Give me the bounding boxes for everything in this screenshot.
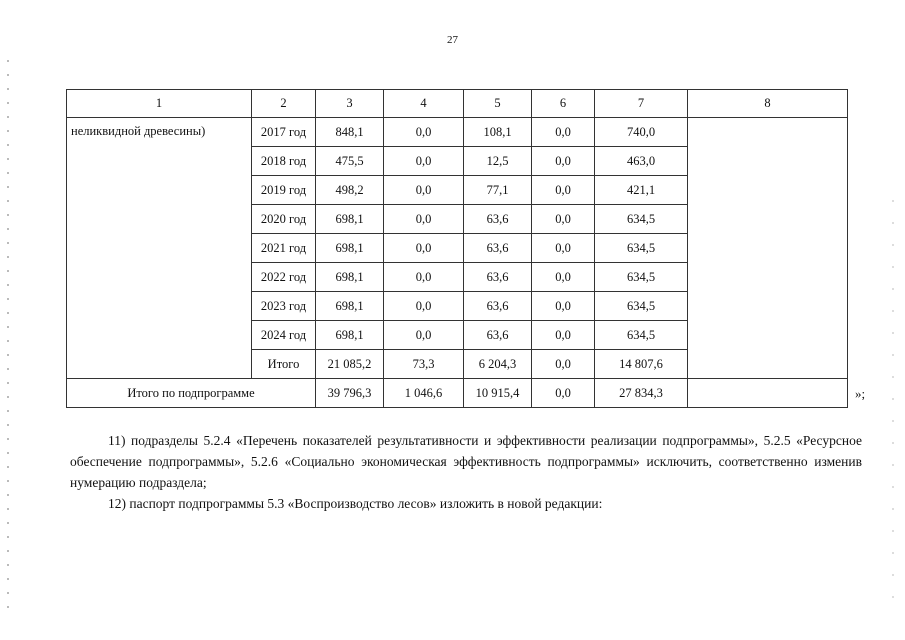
value-cell: 698,1 [316, 321, 384, 350]
value-cell: 634,5 [595, 263, 688, 292]
value-cell: 848,1 [316, 118, 384, 147]
year-cell: 2020 год [252, 205, 316, 234]
value-cell: 0,0 [532, 118, 595, 147]
value-cell: 63,6 [464, 205, 532, 234]
value-cell: 634,5 [595, 292, 688, 321]
value-cell: 0,0 [384, 234, 464, 263]
value-cell: 634,5 [595, 205, 688, 234]
value-cell: 0,0 [384, 118, 464, 147]
total-value-cell: 73,3 [384, 350, 464, 379]
value-cell: 12,5 [464, 147, 532, 176]
scan-margin-marks-right [892, 200, 894, 600]
value-cell: 498,2 [316, 176, 384, 205]
value-cell: 0,0 [532, 263, 595, 292]
value-cell: 0,0 [532, 205, 595, 234]
value-cell: 63,6 [464, 292, 532, 321]
header-cell: 2 [252, 90, 316, 118]
page-number: 27 [447, 34, 458, 46]
value-cell: 634,5 [595, 321, 688, 350]
value-cell: 0,0 [532, 321, 595, 350]
value-cell: 740,0 [595, 118, 688, 147]
header-cell: 5 [464, 90, 532, 118]
table-header-row [67, 90, 848, 118]
grand-total-value-cell: 1 046,6 [384, 379, 464, 408]
value-cell: 77,1 [464, 176, 532, 205]
value-cell: 0,0 [532, 234, 595, 263]
column-8-cell [688, 379, 848, 408]
grand-total-row [67, 379, 848, 408]
value-cell: 0,0 [532, 292, 595, 321]
total-value-cell: 14 807,6 [595, 350, 688, 379]
header-cell: 1 [67, 90, 252, 118]
header-cell: 7 [595, 90, 688, 118]
paragraph-item-11: 11) подразделы 5.2.4 «Перечень показателей результативности и эффективности реализации подпрограммы», 5.2.5 «Ресурсное обеспечение подпрограммы», 5.2.6 «Социально экономическая эффективность подпрограммы» исключить, соответственно изменив нумерацию подраздела; [70, 433, 862, 490]
value-cell: 0,0 [532, 176, 595, 205]
value-cell: 0,0 [384, 147, 464, 176]
value-cell: 63,6 [464, 321, 532, 350]
closing-quote-mark: »; [855, 386, 866, 401]
year-cell: 2018 год [252, 147, 316, 176]
total-value-cell: 21 085,2 [316, 350, 384, 379]
value-cell: 0,0 [384, 263, 464, 292]
table-body [67, 90, 848, 408]
total-label-cell: Итого [252, 350, 316, 379]
header-cell: 8 [688, 90, 848, 118]
grand-total-value-cell: 39 796,3 [316, 379, 384, 408]
value-cell: 698,1 [316, 234, 384, 263]
value-cell: 0,0 [384, 205, 464, 234]
value-cell: 698,1 [316, 292, 384, 321]
value-cell: 0,0 [532, 147, 595, 176]
year-cell: 2024 год [252, 321, 316, 350]
funding-table [66, 89, 848, 408]
value-cell: 421,1 [595, 176, 688, 205]
value-cell: 0,0 [384, 321, 464, 350]
total-value-cell: 0,0 [532, 350, 595, 379]
value-cell: 63,6 [464, 263, 532, 292]
value-cell: 0,0 [384, 176, 464, 205]
value-cell: 0,0 [384, 292, 464, 321]
year-cell: 2021 год [252, 234, 316, 263]
year-cell: 2023 год [252, 292, 316, 321]
year-cell: 2022 год [252, 263, 316, 292]
value-cell: 634,5 [595, 234, 688, 263]
grand-total-value-cell: 10 915,4 [464, 379, 532, 408]
year-cell: 2017 год [252, 118, 316, 147]
scan-margin-marks-left [7, 60, 9, 620]
value-cell: 698,1 [316, 205, 384, 234]
item-name-cell: неликвидной древесины) [67, 118, 252, 379]
year-cell: 2019 год [252, 176, 316, 205]
header-cell: 4 [384, 90, 464, 118]
total-value-cell: 6 204,3 [464, 350, 532, 379]
value-cell: 463,0 [595, 147, 688, 176]
header-cell: 3 [316, 90, 384, 118]
paragraph-item-12: 12) паспорт подпрограммы 5.3 «Воспроизводство лесов» изложить в новой редакции: [108, 496, 603, 511]
column-8-cell [688, 118, 848, 379]
header-cell: 6 [532, 90, 595, 118]
table-row [67, 118, 848, 147]
value-cell: 698,1 [316, 263, 384, 292]
value-cell: 475,5 [316, 147, 384, 176]
value-cell: 63,6 [464, 234, 532, 263]
value-cell: 108,1 [464, 118, 532, 147]
grand-total-label-cell: Итого по подпрограмме [67, 379, 316, 408]
grand-total-value-cell: 27 834,3 [595, 379, 688, 408]
grand-total-value-cell: 0,0 [532, 379, 595, 408]
